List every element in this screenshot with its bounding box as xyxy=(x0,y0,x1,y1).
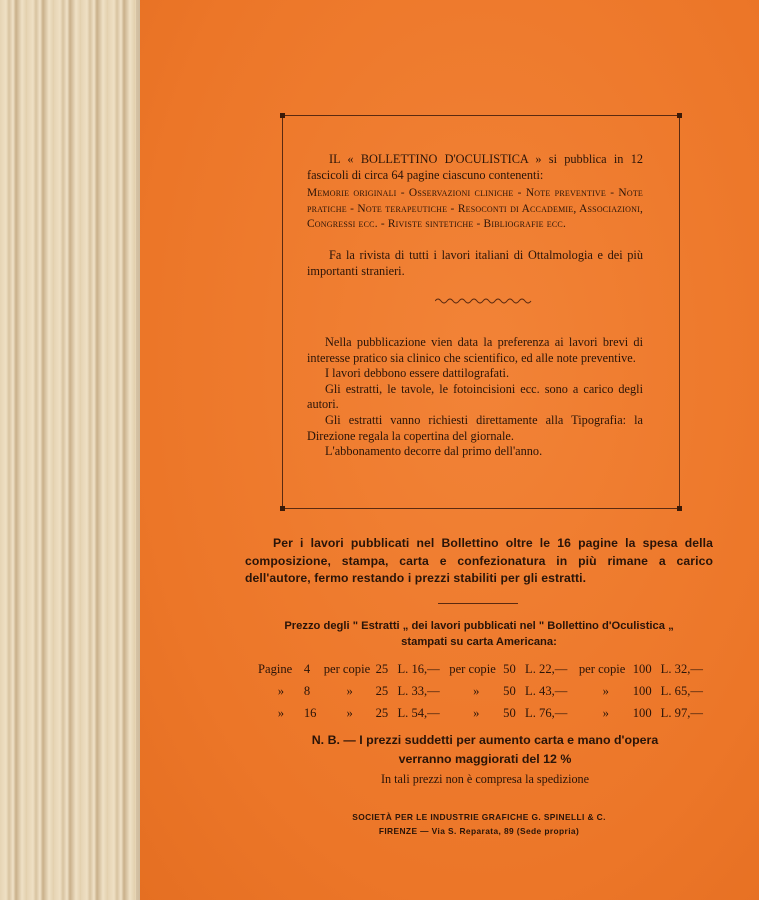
wavy-divider xyxy=(435,296,535,306)
surcharge-line: verranno maggiorati del 12 % xyxy=(398,751,572,766)
pages-count: 4 xyxy=(303,661,311,676)
printer-address: FIRENZE — Via S. Reparata, 89 (Sede propria) xyxy=(378,826,580,836)
printer-imprint xyxy=(290,810,668,838)
book-page-edges xyxy=(0,0,150,900)
price-table-title xyxy=(260,618,698,650)
review-paragraph: Fa la rivista di tutti i lavori italiani di Ottalmologia e dei più importanti stranieri. xyxy=(307,248,643,278)
frame-corner-ornament xyxy=(677,506,682,511)
copies-qty: 100 xyxy=(632,705,652,720)
price-cell: L. 16,— xyxy=(397,661,440,676)
copies-qty: 50 xyxy=(503,683,516,698)
pages-label: » xyxy=(277,683,285,698)
copies-qty: 25 xyxy=(375,705,389,720)
pages-label: Pagine xyxy=(258,661,293,676)
copies-label: » xyxy=(602,683,609,698)
offprint-price-table xyxy=(258,658,703,724)
price-cell: L. 33,— xyxy=(397,683,440,698)
surcharge-notice xyxy=(275,731,695,768)
section-divider xyxy=(438,603,518,604)
table-row xyxy=(258,680,703,702)
rule-item: L'abbonamento decorre dal primo dell'anno. xyxy=(325,444,543,459)
copies-label: per copie xyxy=(449,661,496,676)
info-frame xyxy=(282,115,680,509)
rule-item: Nella pubblicazione vien data la preferenza ai lavori brevi di interesse pratico sia clinico che scientifico, ed alle note preventive. xyxy=(307,335,643,365)
back-cover xyxy=(140,0,759,900)
price-cell: L. 65,— xyxy=(660,683,703,698)
rule-item: I lavori debbono essere dattilografati. xyxy=(325,366,510,381)
pages-count: 16 xyxy=(303,705,317,720)
copies-label: per copie xyxy=(323,661,371,676)
frame-corner-ornament xyxy=(280,113,285,118)
frame-corner-ornament xyxy=(280,506,285,511)
frame-corner-ornament xyxy=(677,113,682,118)
copies-qty: 25 xyxy=(375,683,389,698)
price-cell: L. 43,— xyxy=(525,683,568,698)
price-title-line: Prezzo degli " Estratti „ dei lavori pubblicati nel " Bollettino d'Oculistica „ xyxy=(284,620,674,632)
copies-qty: 25 xyxy=(375,661,389,676)
copies-qty: 100 xyxy=(632,661,652,676)
table-row xyxy=(258,702,703,724)
copies-label: » xyxy=(346,683,353,698)
printer-name: SOCIETÀ PER LE INDUSTRIE GRAFICHE G. SPINELLI & C. xyxy=(352,812,606,822)
copies-label: » xyxy=(602,705,609,720)
surcharge-line: N. B. — I prezzi suddetti per aumento carta e mano d'opera xyxy=(311,733,659,747)
price-cell: L. 97,— xyxy=(660,705,703,720)
price-cell: L. 54,— xyxy=(397,705,440,720)
rule-item: Gli estratti vanno richiesti direttamente alla Tipografia: la Direzione regala la copertina del giornale. xyxy=(307,412,643,443)
sections-list: Memorie originali - Osservazioni cliniche - Note preventive - Note pratiche - Note terapeutiche - Resoconti di Accademie, Associazioni, Congressi ecc. - Riviste sintetiche - Bibliografie ecc. xyxy=(307,187,643,231)
price-cell: L. 76,— xyxy=(525,705,568,720)
copies-label: » xyxy=(473,705,480,720)
copies-label: » xyxy=(346,705,353,720)
intro-paragraph: IL « BOLLETTINO D'OCULISTICA » si pubblica in 12 fascicoli di circa 64 pagine ciascuno contenenti: xyxy=(307,152,643,182)
copies-qty: 50 xyxy=(503,705,516,720)
submission-rules xyxy=(307,335,643,460)
rule-item: Gli estratti, le tavole, le fotoincisioni ecc. sono a carico degli autori. xyxy=(307,381,643,412)
shipping-note: In tali prezzi non è compresa la spedizione xyxy=(380,772,590,786)
copies-label: per copie xyxy=(578,661,626,676)
extra-pages-notice: Per i lavori pubblicati nel Bollettino oltre le 16 pagine la spesa della composizione, stampa, carta e confezionatura in più rimane a carico dell'autore, fermo restando i prezzi stabiliti per gli estratti. xyxy=(245,536,713,585)
copies-qty: 50 xyxy=(503,661,516,676)
price-title-line: stampati su carta Americana: xyxy=(401,636,557,648)
pages-label: » xyxy=(277,705,285,720)
price-cell: L. 32,— xyxy=(660,661,703,676)
table-row xyxy=(258,658,703,680)
pages-count: 8 xyxy=(303,683,311,698)
copies-label: » xyxy=(473,683,480,698)
price-cell: L. 22,— xyxy=(525,661,568,676)
copies-qty: 100 xyxy=(632,683,652,698)
